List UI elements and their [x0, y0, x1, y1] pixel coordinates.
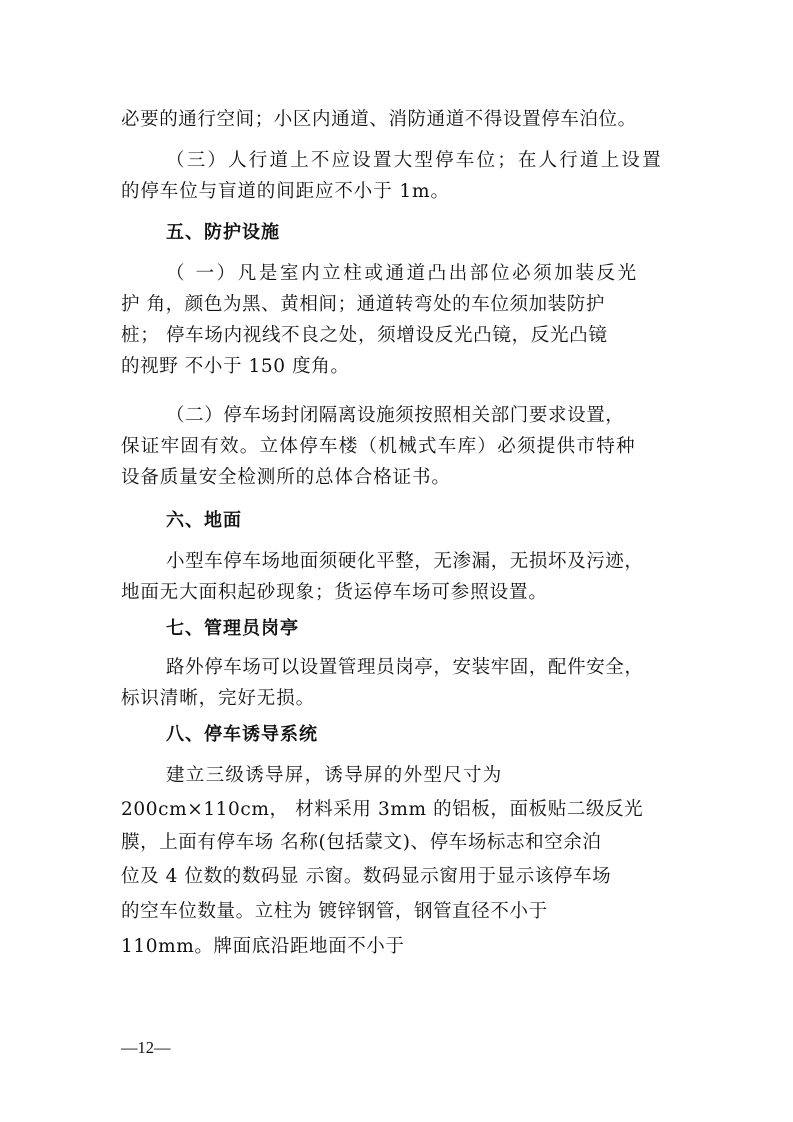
paragraph-line: 桩； 停车场内视线不良之处，须增设反光凸镜，反光凸镜 [121, 325, 608, 346]
paragraph-line: 建立三级诱导屏，诱导屏的外型尺寸为 [166, 765, 503, 786]
paragraph-line: 护 角，颜色为黑、黄相间；通道转弯处的车位须加装防护 [121, 294, 605, 315]
section-heading: 五、防护设施 [166, 222, 280, 243]
paragraph-line: （二）停车场封闭隔离设施须按照相关部门要求设置， [166, 405, 625, 426]
paragraph-line: 路外停车场可以设置管理员岗亭，安装牢固，配件安全， [166, 657, 644, 678]
paragraph-line: 标识清晰，完好无损。 [121, 688, 316, 709]
paragraph-line: （ 一）凡是室内立柱或通道凸出部位必须加装反光 [166, 263, 639, 284]
paragraph-line: 膜，上面有停车场 名称(包括蒙文)、停车场标志和空余泊 [121, 832, 602, 853]
paragraph-line: 必要的通行空间；小区内通道、消防通道不得设置停车泊位。 [121, 109, 637, 130]
paragraph-line: 的视野 不小于 150 度角。 [121, 356, 350, 377]
paragraph-line: 的空车位数量。立柱为 镀锌钢管，钢管直径不小于 [121, 901, 548, 922]
paragraph-line: （三）人行道上不应设置大型停车位；在人行道上设置 [166, 150, 663, 171]
page-number: —12— [121, 1038, 171, 1057]
paragraph-line: 设备质量安全检测所的总体合格证书。 [121, 467, 451, 488]
section-heading: 八、停车诱导系统 [166, 724, 318, 745]
paragraph-line: 200cm×110cm， 材料采用 3mm 的铝板，面板贴二级反光 [121, 799, 644, 820]
paragraph-line: 的停车位与盲道的间距应不小于 1m。 [121, 181, 450, 202]
section-heading: 六、地面 [166, 510, 242, 531]
section-heading: 七、管理员岗亭 [166, 618, 299, 639]
paragraph-line: 保证牢固有效。立体停车楼（机械式车库）必须提供市特种 [121, 436, 636, 457]
paragraph-line: 位及 4 位数的数码显 示窗。数码显示窗用于显示该停车场 [121, 866, 612, 887]
paragraph-line: 110mm。牌面底沿距地面不小于 [121, 936, 405, 957]
paragraph-line: 小型车停车场地面须硬化平整，无渗漏，无损坏及污迹， [166, 551, 644, 572]
paragraph-line: 地面无大面积起砂现象；货运停车场可参照设置。 [121, 582, 548, 603]
